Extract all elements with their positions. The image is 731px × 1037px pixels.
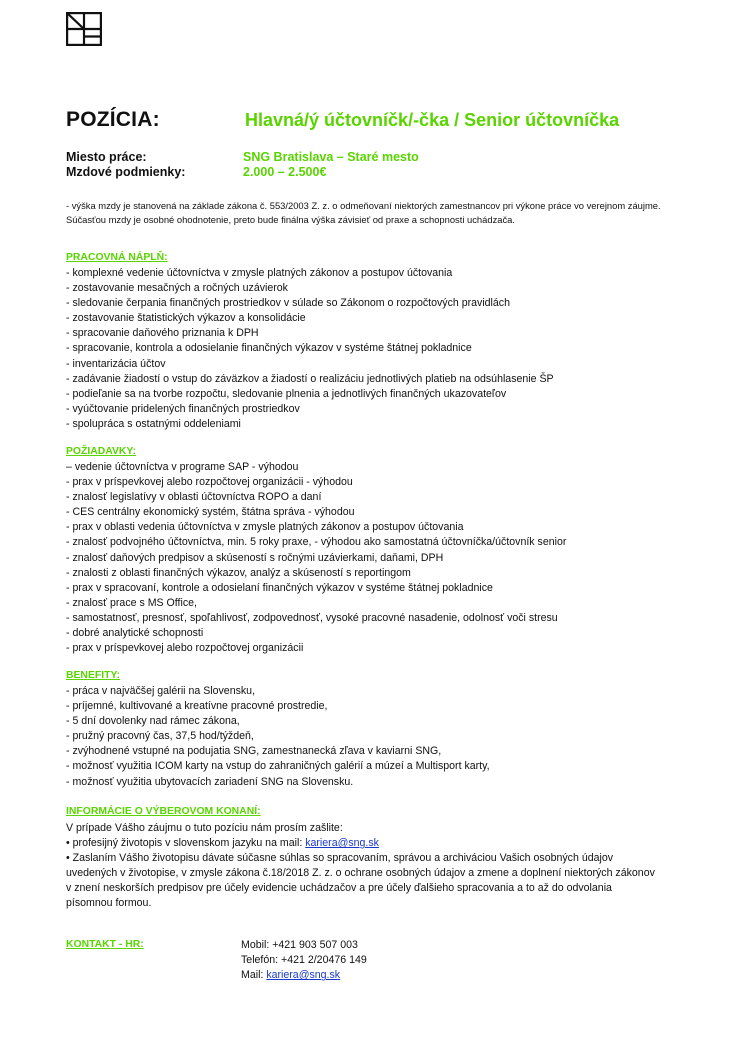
info-intro: V prípade Vášho záujmu o tuto pozíciu nám prosím zašlite: bbox=[66, 822, 343, 834]
position-title: Hlavná/ý účtovníčk/-čka / Senior účtovníčka bbox=[245, 110, 620, 130]
contact-heading: KONTAKT - HR: bbox=[66, 939, 144, 950]
info-section bbox=[66, 821, 656, 912]
email-link[interactable]: kariera@sng.sk bbox=[305, 837, 379, 850]
list-item: - spracovanie daňového priznania k DPH bbox=[66, 327, 259, 340]
position-label: POZÍCIA: bbox=[66, 108, 160, 131]
list-item: - zostavovanie mesačných a ročných uzávierok bbox=[66, 282, 288, 295]
list-item: - znalosť legislatívy v oblasti účtovníctva ROPO a daní bbox=[66, 491, 322, 504]
info-cv bbox=[66, 836, 656, 851]
salary-note: - výška mzdy je stanovená na základe zákona č. 553/2003 Z. z. o odmeňovaní niektorých zamestnancov pri výkone práce vo verejnom záujme. Súčasťou mzdy je osobné ohodnotenie, preto bude finálna výška závisieť od praxe a schopnosti uchádzača. bbox=[66, 200, 661, 225]
list-item: - dobré analytické schopnosti bbox=[66, 627, 204, 640]
place-label: Miesto práce: bbox=[66, 150, 147, 164]
list-item: - spracovanie, kontrola a odosielanie finančných výkazov v systéme štátnej pokladnice bbox=[66, 342, 472, 355]
contact-mail-label: Mail: bbox=[241, 969, 267, 982]
list-item: - komplexné vedenie účtovníctva v zmysle platných zákonov a postupov účtovania bbox=[66, 267, 453, 279]
list-item: - pružný pracovný čas, 37,5 hod/týždeň, bbox=[66, 730, 254, 743]
list-item: - znalosť daňových predpisov a skúseností s ročnými uzávierkami, daňami, DPH bbox=[66, 551, 444, 564]
place-value: SNG Bratislava – Staré mesto bbox=[243, 150, 419, 164]
list-item: - 5 dní dovolenky nad rámec zákona, bbox=[66, 715, 240, 728]
list-item: - sledovanie čerpania finančných prostriedkov v súlade so Zákonom o rozpočtových pravidlách bbox=[66, 297, 510, 310]
list-item: - príjemné, kultivované a kreatívne pracovné prostredie, bbox=[66, 700, 328, 713]
list-item: - znalosť podvojného účtovníctva, min. 5 roky praxe, - výhodou ako samostatná účtovníčka/účtovník senior bbox=[66, 536, 567, 549]
contact-email-link[interactable]: kariera@sng.sk bbox=[266, 969, 341, 982]
list-item: - zvýhodnené vstupné na podujatia SNG, zamestnanecká zľava v kaviarni SNG, bbox=[66, 745, 442, 758]
list-item: - možnosť využitia ICOM karty na vstup do zahraničných galérií a múzeí a Multisport karty, bbox=[66, 760, 490, 773]
list-item: – vedenie účtovníctva v programe SAP - výhodou bbox=[66, 461, 299, 473]
contact-mobile: Mobil: +421 903 507 003 bbox=[241, 939, 358, 951]
salary-label: Mzdové podmienky: bbox=[66, 165, 186, 179]
info-consent: • Zaslaním Vášho životopisu dávate súčasne súhlas so spracovaním, správou a archiváciou Vašich osobných údajov uvedených v životopise, v zmysle zákona č.18/2018 Z. z. o ochrane osobných údajov a zmene a doplnení niektorých zákonov v znení neskorších predpisov pre účely evidencie uchádzačov a pre účely ďalšieho spracovania a to až do odvolania písomnou formou. bbox=[66, 852, 655, 910]
list-item: - práca v najväčšej galérii na Slovensku, bbox=[66, 685, 256, 697]
list-item: - inventarizácia účtov bbox=[66, 357, 166, 370]
requirements-list bbox=[66, 460, 566, 656]
list-item: - spolupráca s ostatnými oddeleniami bbox=[66, 417, 241, 430]
list-item: - vyúčtovanie pridelených finančných prostriedkov bbox=[66, 402, 300, 415]
sng-logo-icon bbox=[66, 12, 102, 46]
list-item: - CES centrálny ekonomický systém, štátna správa - výhodou bbox=[66, 506, 355, 519]
contact-phone: Telefón: +421 2/20476 149 bbox=[241, 954, 367, 967]
contact-mail bbox=[241, 968, 367, 983]
list-item: - možnosť využitia ubytovacích zariadení SNG na Slovensku. bbox=[66, 775, 354, 788]
benefits-list bbox=[66, 684, 490, 790]
list-item: - prax v príspevkovej alebo rozpočtovej organizácii bbox=[66, 642, 304, 655]
list-item: - znalosti z oblasti finančných výkazov, analýz a skúseností s reportingom bbox=[66, 566, 411, 579]
duties-list bbox=[66, 266, 554, 432]
info-heading: INFORMÁCIE O VÝBEROVOM KONANÍ: bbox=[66, 806, 261, 817]
list-item: - podieľanie sa na tvorbe rozpočtu, sledovanie plnenia a jednotlivých finančných ukazovateľov bbox=[66, 387, 507, 400]
requirements-heading: POŽIADAVKY: bbox=[66, 446, 137, 457]
contact-block bbox=[241, 938, 367, 983]
benefits-heading: BENEFITY: bbox=[66, 670, 121, 681]
info-cv-text: • profesijný životopis v slovenskom jazyku na mail: bbox=[66, 837, 306, 850]
duties-heading: PRACOVNÁ NÁPLŇ: bbox=[66, 252, 168, 263]
list-item: - znalosť prace s MS Office, bbox=[66, 596, 197, 609]
list-item: - prax v oblasti vedenia účtovníctva v zmysle platných zákonov a postupov účtovania bbox=[66, 521, 464, 534]
list-item: - prax v spracovaní, kontrole a odosielaní finančných výkazov v systéme štátnej pokladnice bbox=[66, 581, 493, 594]
list-item: - samostatnosť, presnosť, spoľahlivosť, zodpovednosť, vysoké pracovné nasadenie, odolnosť voči stresu bbox=[66, 611, 558, 624]
salary-value: 2.000 – 2.500€ bbox=[243, 165, 327, 179]
list-item: - zadávanie žiadostí o vstup do záväzkov a žiadostí o realizáciu jednotlivých platieb na odsúhlasenie ŠP bbox=[66, 372, 554, 385]
list-item: - prax v príspevkovej alebo rozpočtovej organizácii - výhodou bbox=[66, 476, 353, 489]
list-item: - zostavovanie štatistických výkazov a konsolidácie bbox=[66, 312, 306, 325]
